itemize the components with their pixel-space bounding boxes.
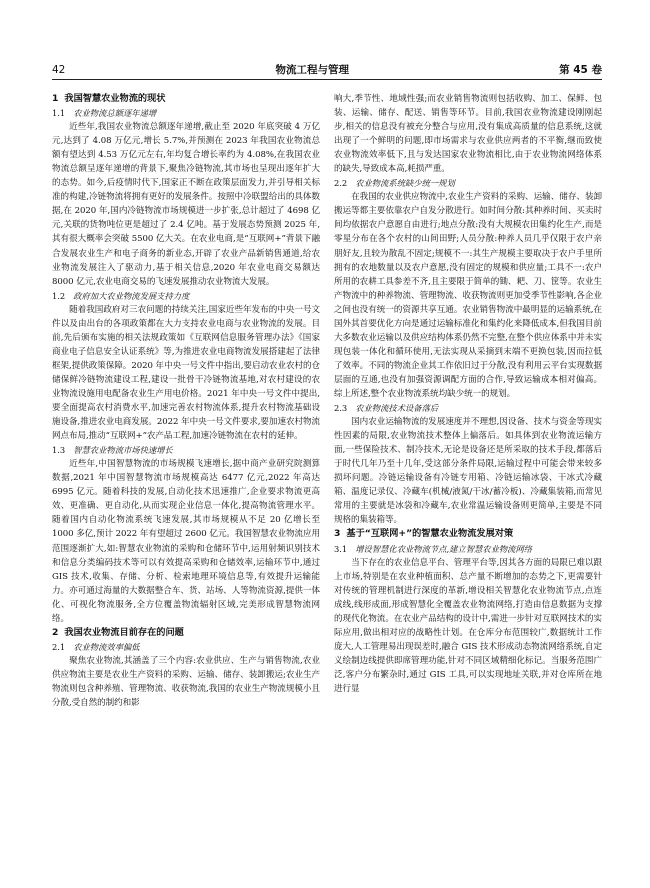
heading-number: 3.1: [334, 543, 348, 554]
body-paragraph: 近些年,中国智慧物流的市场规模飞速增长,据中商产业研究院测算数据,2021 年中国智慧物流市场规模高达 6477 亿元,2022 年高达 6995 亿元。随着科技的发展,自动化技术迅速推广,企业要求物流更高效、更准确、更自动化,从而实现企业信息一体化,提高物流管理水平。随着国内自动化物流系统飞速发展,其市场规模从不足 20 亿增长至 1000 多亿,预计 2022 年有望超过 2600 亿元。我国智慧农业物流应用范围逐渐扩大,如:智慧农业物流的采购和仓储环节中,运用射频识别技术和信息分类编码技术等可以有效提高采购和仓储效率,运输环节中,通过 GIS 技术,收集、存储、分析、检索地理环境信息等,有效提升运输能力。亦可通过海量的大数据整合车、货、站场、人等物流资源,提供一体化、可视化物流服务,全方位覆盖物流辐射区域,完美形成智慧物流网络。: [52, 459, 320, 624]
subsection-heading: [334, 176, 602, 190]
subsection-heading: [52, 289, 320, 303]
heading-text: 政府加大农业物流发展支持力度: [73, 290, 190, 301]
heading-number: 1.3: [52, 445, 66, 456]
subsection-heading: [52, 106, 320, 120]
section-heading: [334, 527, 602, 541]
body-paragraph: 近些年,我国农业物流总额逐年递增,截止至 2020 年底突破 4 万亿元,达到了 4.08 万亿元,增长 5.7%,并预测在 2023 年我国农业物流总额有望达到 4.53 万亿元左右,年均复合增长率约为 4.08%,在我国农业物流总额呈逐年递增的背景下,聚焦冷链物流,其市场也呈现出逐年扩大的态势。如今,后疫情时代下,国家正不断在政策层面发力,并引导相关标准的构建,冷链物流将拥有更好的发展条件。按照中冷联盟给出的具体数据,在 2020 年,国内冷链物流市场规模进一步扩张,总计超过了 4698 亿元,关联的货物吨位更是超过了 2.4 亿吨。基于发展态势预测 2025 年,其有很大概率会突破 5500 亿大关。在农业电商,是“互联网+”背景下融合发展农业生产和电子商务的新业态,开辟了农业产品新销售通道,给农业物流发展注入了驱动力,基于相关信息,2020 年农业电商交易额达 8000 亿元,农业电商交易的飞速发展推动农业物流大发展。: [52, 122, 320, 287]
heading-number: 1.2: [52, 290, 66, 301]
subsection-heading: [52, 443, 320, 457]
heading-number: 2.3: [334, 403, 348, 414]
heading-text: 我国农业物流目前存在的问题: [64, 626, 184, 638]
subsection-heading: [334, 542, 602, 556]
heading-text: 农业物流技术设备落后: [355, 403, 439, 414]
heading-text: 我国智慧农业物流的现状: [64, 93, 166, 104]
running-header: [52, 63, 602, 80]
heading-text: 农业物流系统缺少统一规划: [355, 178, 455, 189]
subsection-heading: [334, 401, 602, 415]
heading-text: 增设智慧化农业物流节点,建立智慧农业物流网络: [355, 543, 533, 554]
heading-number: 1.1: [52, 108, 66, 119]
body-paragraph: 国内农业运输物流的发展速度并不理想,因设备、技术与资金等现实性因素的局限,农业物流技术整体上偏落后。如具体到农业物流运输方面,一些保险技术、制冷技术,无论是设备还是所采取的技术手段,都落后于时代几年乃至十几年,受这部分条件局限,运输过程中可能会带来较多损坏问题。冷链运输设备有冷链专用箱、冷链运输冰袋、干冰式冷藏箱、温度记录仪、冷藏车(机械/液氮/干冰/蓄冷板)、冷藏集装箱,而常见常用的主要就是冰袋和冷藏车,农业常温运输设备则更简单,主要是不同规格的集装箱等。: [334, 417, 602, 526]
journal-title: 物流工程与管理: [275, 64, 349, 76]
subsection-heading: [52, 640, 320, 654]
section-heading: [52, 626, 320, 640]
heading-text: 智慧农业物流市场快速增长: [73, 445, 173, 456]
heading-text: 农业物流总额逐年递增: [73, 108, 157, 119]
two-column-body: [52, 92, 602, 710]
heading-text: 基于“互联网+”的智慧农业物流发展对策: [346, 528, 514, 540]
body-paragraph: 在我国的农业供应物流中,农业生产资料的采购、运输、储存、装卸搬运等都主要依靠农户自发分散进行。如时间分散:其种养时间、买卖时间均依据农户意愿自由进行;地点分散:没有大规模农田集约化生产,而是零星分布在各个农村的山间田野;人员分散:种养人员几乎仅限于农户亲朋好友,且较为散乱不固定;规模不一:其生产规模主要取决于农户手里所拥有的农地数量以及农户意愿,没有固定的规模和供应量;工具不一:农户所用的农耕工具参差不齐,且主要限于简单的锄、耙、刀、筐等。农业生产物流中的种养物流、管理物流、收获物流则更加受季节性影响,各企业之间也没有统一的资源共享互通。农业销售物流中最明显的运输系统,在国外其首要优化方向是通过运输标准化和集约化来降低成本,但我国目前大多数农业运输以及供应结构体系仍然不完整,在整个供应体系中并未实现包装一体化和循环使用,无法实现从采摘到末端不更换包装,因而拉低了效率。不同的物流企业其工作依旧过于分散,没有利用云平台实现数据层面的互通,也没有加强资源调配方面的合作,导致运输成本相对偏高。综上所述,整个农业物流系统均缺少统一的规划。: [334, 192, 602, 399]
heading-number: 1: [52, 93, 59, 104]
body-paragraph: 响大,季节性、地域性强;而农业销售物流则包括收购、加工、保鲜、包装、运输、储存、配送、销售等环节。目前,我国农业物流建设刚刚起步,相关的信息没有被充分整合与应用,没有集成高质量的信息系统,这就出现了一个鲜明的问题,即市场需求与农业供应两者的不平衡,继而致使农业物流效率低下,且与发达国家农业物流相比,由于农业物流网络体系的缺失,导致成本高,耗损严重。: [334, 94, 602, 175]
body-paragraph: 聚焦农业物流,其涵盖了三个内容:农业供应、生产与销售物流,农业供应物流主要是农业生产资料的采购、运输、储存、装卸搬运;农业生产物流则包含种养殖、管理物流、收获物流,我国的农业生产物流规模小且分散,受自然的制约和影: [52, 655, 320, 709]
body-paragraph: 随着我国政府对三农问题的持续关注,国家近些年发布的中央一号文件以及由出台的各项政策都在大力支持农业电商与农业物流的发展。目前,先后颁布实施的相关法规政策如《互联网信息服务管理办法》《国家商业电子信息安全认证系统》等,为推进农业电商物流发展搭建起了法律框架,提供政策保障。2020 年中央一号文件中指出,要启动农业农村的仓储保鲜冷链物流建设工程,建设一批骨干冷链物流基地,对农村建设的农业物流设施用电配备农业生产用电价格。2021 年中央一号文件中提出,要全面提高农村消费水平,加速完善农村物流体系,提升农村物流基础设施设备,推进农业电商发展。2022 年中央一号文件要求,要加速农村物流网点布局,推动“互联网+”农产品工程,加速冷链物流在农村的延伸。: [52, 304, 320, 442]
right-column: [334, 92, 602, 710]
body-paragraph: 当下存在的农业信息平台、管理平台等,因其各方面的局限已难以跟上市场,特别是在农业种植面积、总产量不断增加的态势之下,更需要针对传统的管理机制进行深度的革新,增设相关智慧化农业物流节点,点连成线,线形成面,形成智慧化全覆盖农业物流网络,打造由信息数据为支撑的现代化物流。在农业产品结构的设计中,需进一步针对互联网技术的实际应用,做出相对应的战略性计划。在仓库分布范围较广,数据统计工作庞大,人工管理易出现误差时,融合 GIS 技术形成动态物流网络系统,自定义绘制边线提供即席管理功能,针对不同区域精细化标记。当服务范围广泛,客户分布繁杂时,通过 GIS 工具,可以实现地址关联,并对仓库所在地进行显: [334, 557, 602, 694]
section-heading: [52, 92, 320, 106]
left-column: [52, 92, 320, 710]
heading-number: 2.1: [52, 641, 66, 652]
volume-label: 第 45 卷: [559, 64, 602, 76]
heading-number: 3: [334, 528, 341, 540]
heading-number: 2.2: [334, 178, 348, 189]
heading-text: 农业物流效率偏低: [73, 641, 140, 652]
page-number: 42: [52, 64, 66, 76]
heading-number: 2: [52, 626, 59, 638]
